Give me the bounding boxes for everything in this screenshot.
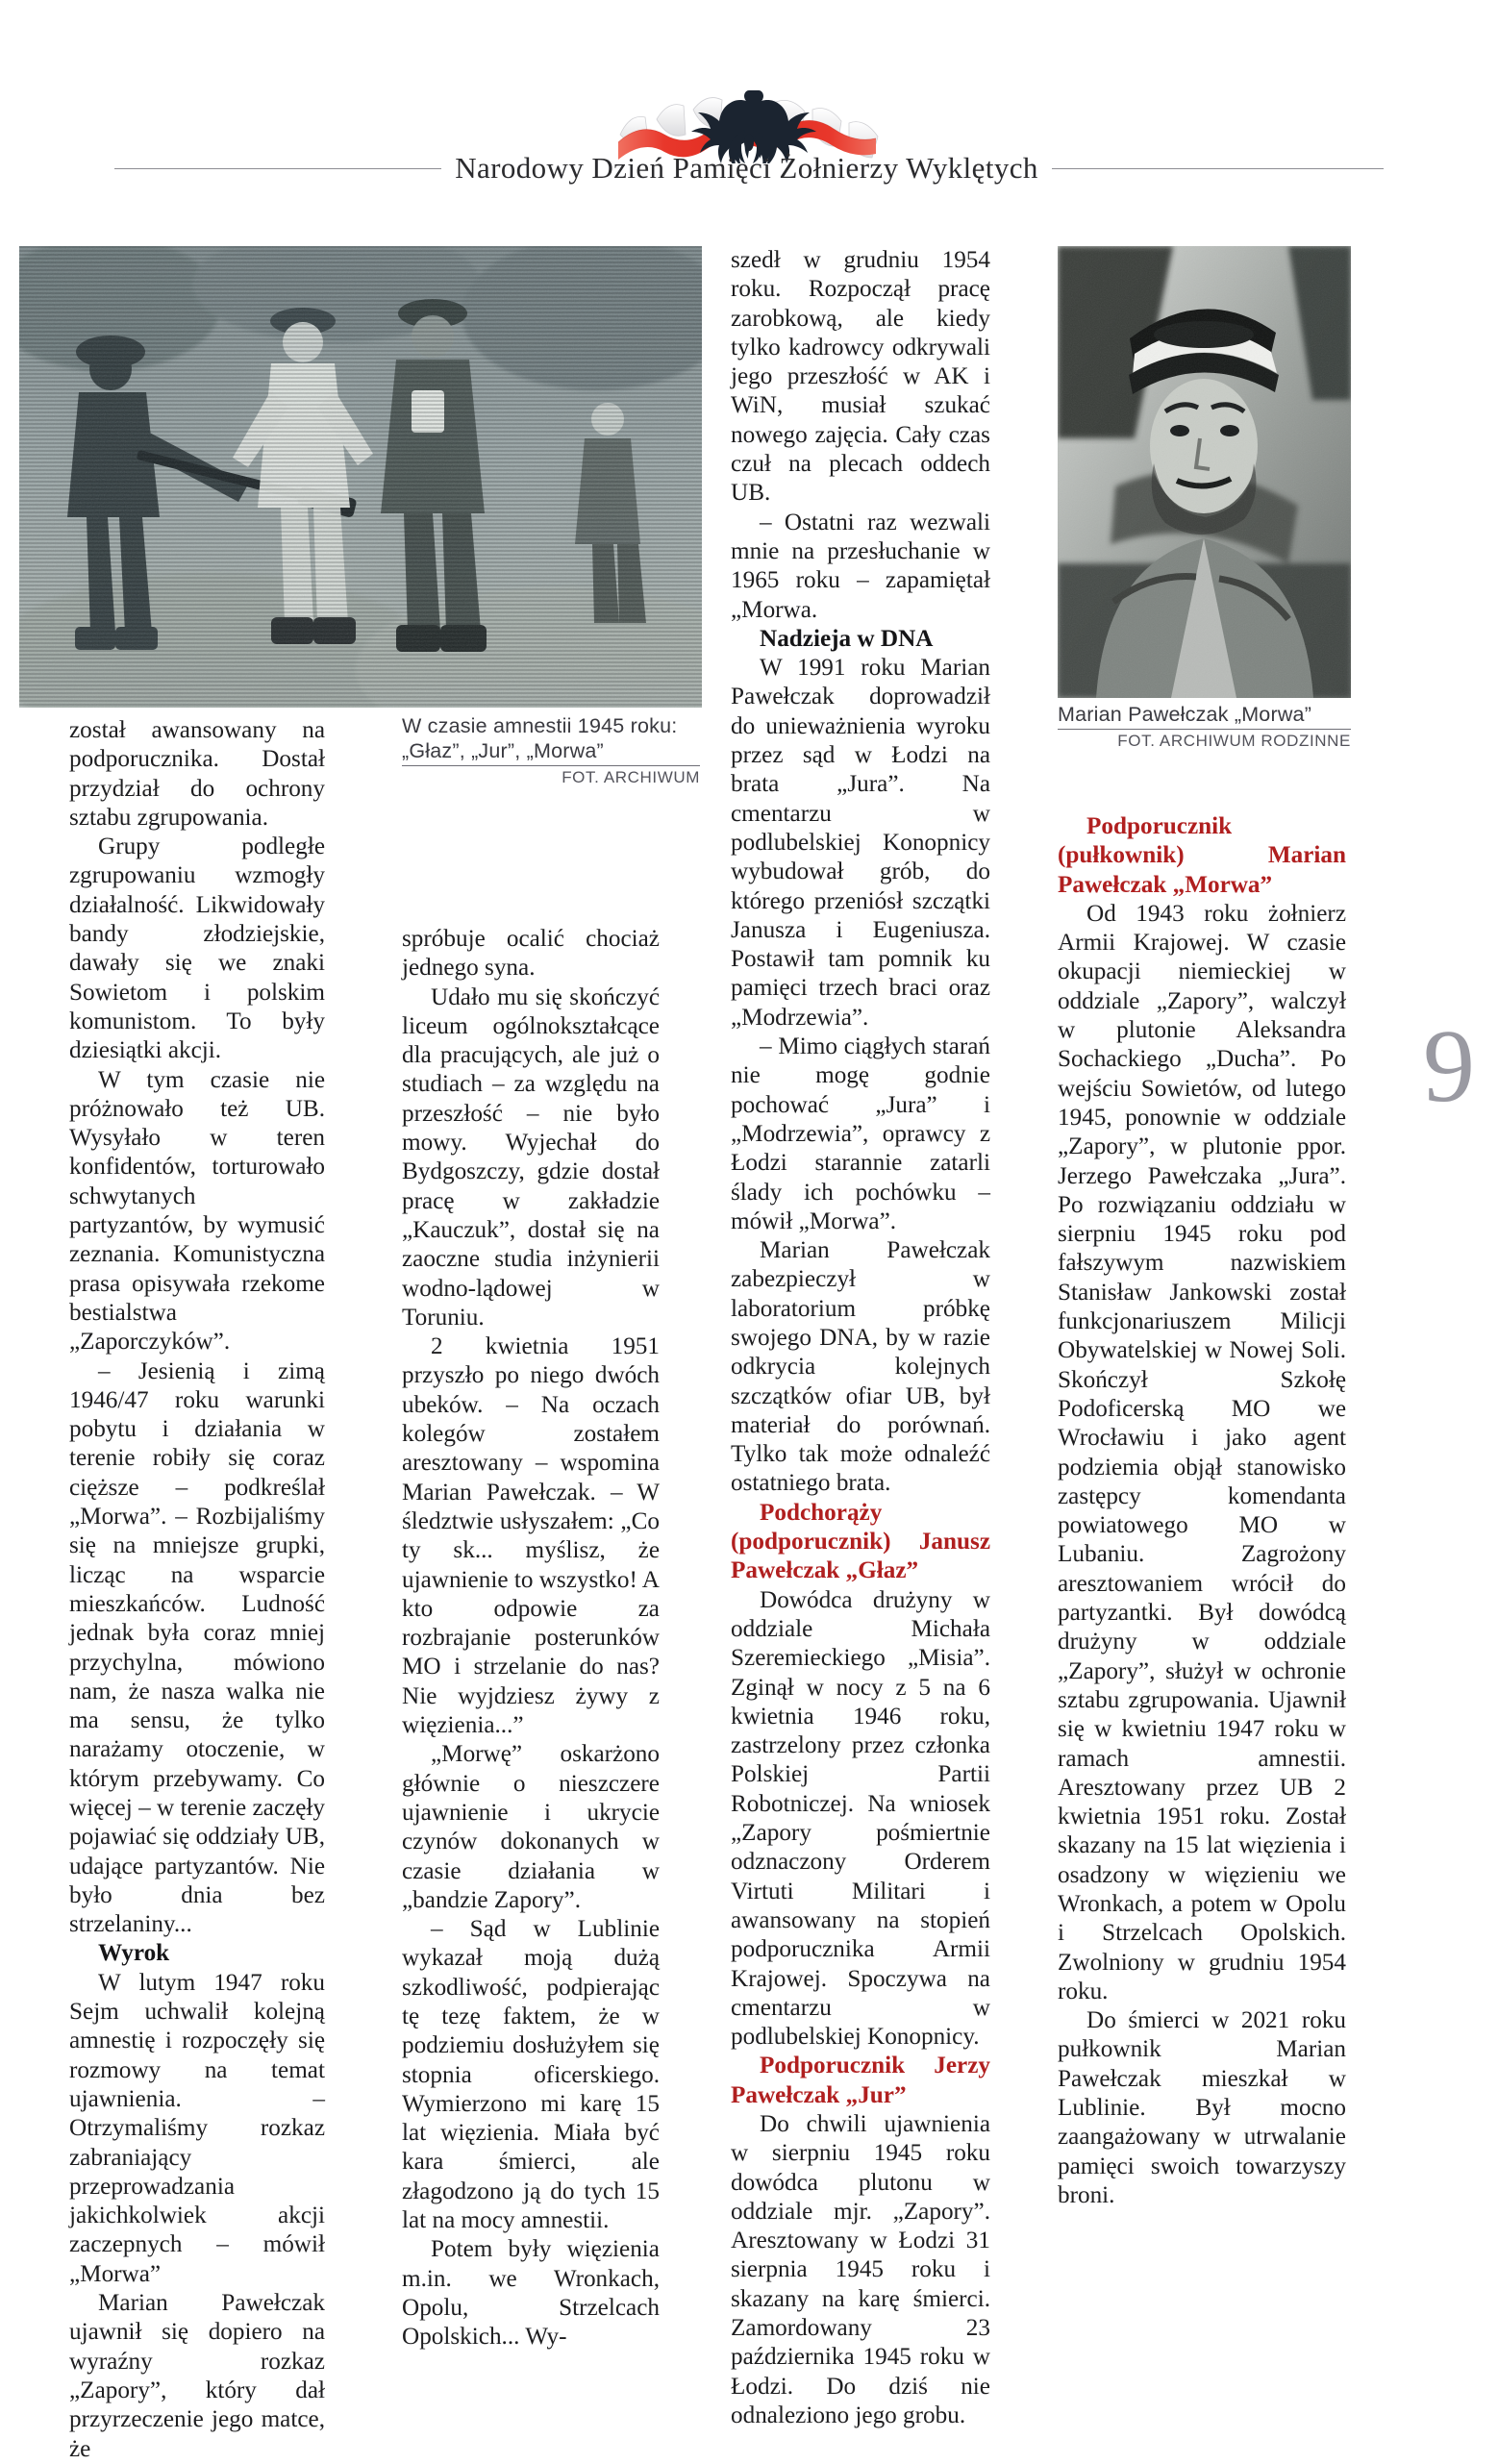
column-1	[69, 716, 325, 2464]
masthead-title-row	[0, 140, 1498, 196]
partisans-photo-caption-block	[402, 713, 700, 787]
paragraph: Marian Pawełczak zabezpieczył w laboratorium próbkę swojego DNA, by w razie odkrycia kolejnych szczątków ofiar UB, był materiał do porównań. Tylko tak może odnaleźć ostatniego brata.	[731, 1237, 990, 1497]
partisans-photo-graphic	[19, 246, 702, 708]
paragraph: – Jesienią i zimą 1946/47 roku warunki pobytu i działania w terenie robiły się coraz cięższe – podkreślał „Morwa”. – Rozbijaliśmy się na mniejsze grupki, licząc na wsparcie mieszkańców. Ludność jednak była coraz mniej przychylna, mówiono nam, że nasza walka nie ma sensu, że tylko narażamy otoczenie, w którym przebywamy. Co więcej – w terenie zaczęły pojawiać się oddziały UB, udające partyzantów. Nie było dnia bez strzelaniny...	[69, 1357, 325, 1938]
paragraph: Marian Pawełczak ujawnił się dopiero na wyraźny rozkaz „Zapory”, który dał przyrzeczenie jego matce, że	[69, 2290, 325, 2462]
paragraph: szedł w grudniu 1954 roku. Rozpoczął pracę zarobkową, ale kiedy tylko kadrowcy odkrywali jego przeszłość w AK i WiN, musiał szukać nowego zajęcia. Cały czas czuł na plecach oddech UB.	[731, 247, 990, 507]
masthead	[0, 85, 1498, 198]
paragraph: Do śmierci w 2021 roku pułkownik Marian Pawełczak mieszkał w Lublinie. Był mocno zaangażowany w utrwalanie pamięci swoich towarzyszy broni.	[1058, 2007, 1346, 2208]
paragraph: – Sąd w Lublinie wykazał moją dużą szkodliwość, podpierając tę tezę faktem, że w podziemiu dosłużyłem się stopnia oficerskiego. Wymierzono mi karę 15 lat więzienia. Miała być kara śmierci, ale złagodzono ją do tych 15 lat na mocy amnestii.	[402, 1916, 660, 2234]
paragraph: Od 1943 roku żołnierz Armii Krajowej. W czasie okupacji niemieckiej w oddziale „Zapory”, walczył w plutonie Aleksandra Sochackiego „Ducha”. Po wejściu Sowietów, od lutego 1945, ponownie w oddziale „Zapory”, w plutonie ppor. Jerzego Pawełczaka „Jura”. Po rozwiązaniu oddziału w sierpniu 1945 roku pod fałszywym nazwiskiem Stanisław Jankowski został funkcjonariuszem Milicji Obywatelskiej w Nowej Soli. Skończył Szkołę Podoficerską MO we Wrocławiu i jako agent podziemia objął stanowisko zastępcy komendanta powiatowego MO w Lubaniu. Zagrożony aresztowaniem wrócił do partyzantki. Był dowódcą drużyny w oddziale „Zapory”, służył w ochronie sztabu zgrupowania. Ujawnił się w kwietniu 1947 roku w ramach amnestii. Aresztowany przez UB 2 kwietnia 1951 roku. Został skazany na 15 lat więzienia i osadzony w więzieniu we Wronkach, a potem w Opolu i Strzelcach Opolskich. Zwolniony w grudniu 1954 roku.	[1058, 900, 1346, 2004]
page-number: 9	[1423, 1009, 1475, 1124]
portrait-caption-block	[1058, 702, 1351, 751]
portrait-caption: Marian Pawełczak „Morwa”	[1058, 703, 1312, 726]
caption-divider	[402, 765, 700, 766]
portrait-caption-divider	[1058, 729, 1351, 730]
section-heading-glaz: Podchorąży (podporucznik) Janusz Pawełczak „Głaz”	[731, 1499, 990, 1584]
portrait-photo-graphic	[1058, 246, 1351, 698]
paragraph: spróbuje ocalić chociaż jednego syna.	[402, 926, 660, 982]
masthead-title: Narodowy Dzień Pamięci Żołnierzy Wyklętych	[455, 151, 1038, 185]
masthead-rule-right	[1052, 168, 1384, 169]
paragraph: Potem były więzienia m.in. we Wronkach, Opolu, Strzelcach Opolskich... Wy-	[402, 2236, 660, 2351]
column-4	[1058, 812, 1346, 2210]
section-heading-jur: Podporucznik Jerzy Pawełczak „Jur”	[731, 2053, 990, 2108]
section-heading-nadzieja-w-dna: Nadzieja w DNA	[760, 625, 934, 652]
section-heading-wyrok: Wyrok	[98, 1940, 170, 1967]
paragraph: 2 kwietnia 1951 przyszło po niego dwóch ubeków. – Na oczach kolegów zostałem aresztowany – wspomina Marian Pawełczak. – W śledztwie usłyszałem: „Co ty sk... myślisz, że ujawnienie to wszystko! A kto odpowie za rozbrajanie posterunków MO i strzelanie do nas? Nie wyjdziesz żywy z więzienia...”	[402, 1333, 660, 1739]
paragraph: Grupy podległe zgrupowaniu wzmogły działalność. Likwidowały bandy złodziejskie, dawały się we znaki Sowietom i polskim komunistom. To były dziesiątki akcji.	[69, 834, 325, 1064]
partisans-photo-caption: W czasie amnestii 1945 roku: „Głaz”, „Jur”, „Morwa”	[402, 714, 678, 762]
paragraph: Do chwili ujawnienia w sierpniu 1945 roku dowódca plutonu w oddziale mjr. „Zapory”. Aresztowany w Łodzi 31 sierpnia 1945 roku i skazany na karę śmierci. Zamordowany 23 października 1945 roku w Łodzi. Do dziś nie odnaleziono jego grobu.	[731, 2111, 990, 2428]
partisans-group-photo	[19, 246, 702, 708]
portrait-credit: FOT. ARCHIWUM RODZINNE	[1117, 732, 1351, 750]
paragraph: W 1991 roku Marian Pawełczak doprowadził do unieważnienia wyroku przez sąd w Łodzi na brata „Jura”. Na cmentarzu w podlubelskiej Konopnicy wybudował grób, do którego przeniósł szczątki Janusza i Eugeniusza. Postawił tam pomnik ku pamięci trzech braci oraz „Modrzewia”.	[731, 655, 990, 1031]
partisans-photo-credit: FOT. ARCHIWUM	[562, 768, 700, 786]
column-3	[731, 246, 990, 2430]
marian-pawelczak-portrait	[1058, 246, 1351, 698]
paragraph: Udało mu się skończyć liceum ogólnokształcące dla pracujących, ale już o studiach – za względu na przeszłość – nie było mowy. Wyjechał do Bydgoszczy, gdzie dostał pracę w zakładzie „Kauczuk”, dostał się na zaoczne studia inżynierii wodno-lądowej w Toruniu.	[402, 983, 660, 1331]
section-heading-morwa: Podporucznik (pułkownik) Marian Pawełczak „Morwa”	[1058, 813, 1346, 898]
paragraph: „Morwę” oskarżono głównie o nieszczere ujawnienie i ukrycie czynów dokonanych w czasie działania w „bandzie Zapory”.	[402, 1741, 660, 1913]
paragraph: W tym czasie nie próżnowało też UB. Wysyłało w teren konfidentów, torturowało schwytanych partyzantów, by wymusić zeznania. Komunistyczna prasa opisywała rzekome bestialstwa „Zaporczyków”.	[69, 1066, 325, 1356]
paragraph: – Mimo ciągłych starań nie mogę godnie pochować „Jura” i „Modrzewia”, oprawcy z Łodzi starannie zatarli ślady ich pochówku – mówił „Morwa”.	[731, 1033, 990, 1234]
paragraph: – Ostatni raz wezwali mnie na przesłuchanie w 1965 roku – zapamiętał „Morwa.	[731, 509, 990, 623]
paragraph: Dowódca drużyny w oddziale Michała Szeremieckiego „Misia”. Zginął w nocy z 5 na 6 kwietnia 1946 roku, zastrzelony przez członka Polskiej Partii Robotniczej. Na wniosek „Zapory pośmiertnie odznaczony Orderem Virtuti Militari i awansowany na stopień podporucznika Armii Krajowej. Spoczywa na cmentarzu w podlubelskiej Konopnicy.	[731, 1586, 990, 2051]
column-2	[402, 925, 660, 2352]
paragraph: został awansowany na podporucznika. Dostał przydział do ochrony sztabu zgrupowania.	[69, 717, 325, 831]
masthead-rule-left	[114, 168, 441, 169]
paragraph: W lutym 1947 roku Sejm uchwalił kolejną amnestię i rozpoczęły się rozmowy na temat ujawnienia. – Otrzymaliśmy rozkaz zabraniający przeprowadzania jakichkolwiek akcji zaczepnych – mówił „Morwa”	[69, 1969, 325, 2287]
